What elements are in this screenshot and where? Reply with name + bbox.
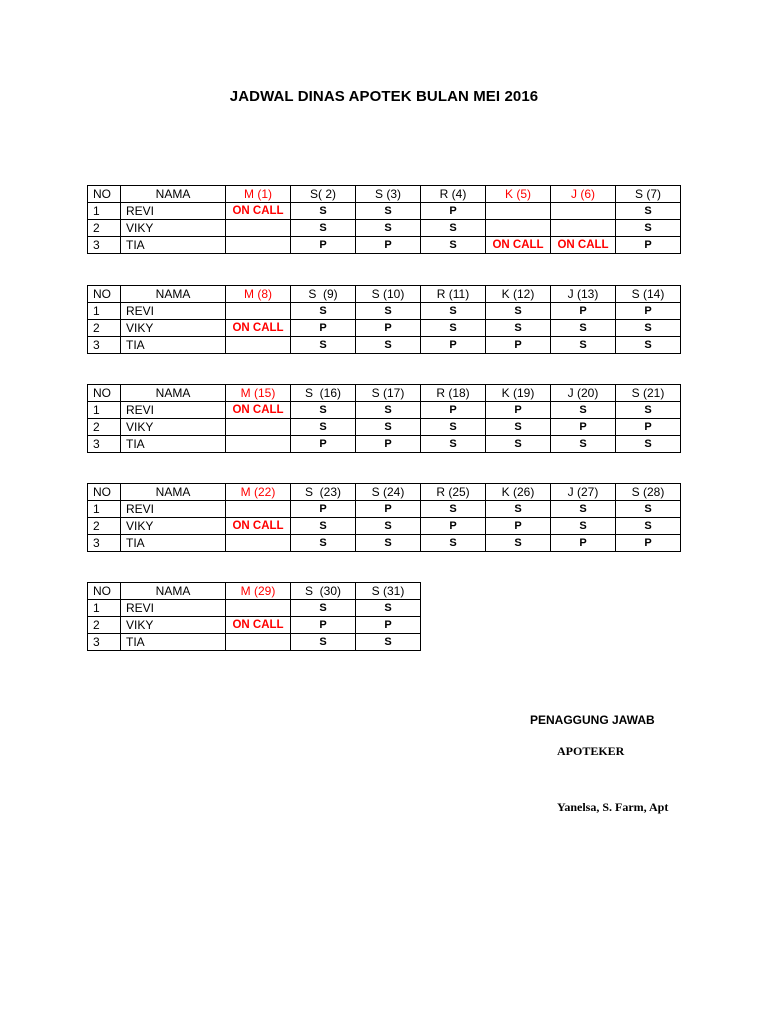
staff-name: TIA xyxy=(121,634,226,651)
header-nama: NAMA xyxy=(121,484,226,501)
page-title: JADWAL DINAS APOTEK BULAN MEI 2016 xyxy=(229,88,539,105)
shift-cell: P xyxy=(616,303,681,320)
shift-cell: S xyxy=(616,402,681,419)
shift-cell: S xyxy=(421,320,486,337)
staff-name: VIKY xyxy=(121,220,226,237)
day-header: M (22) xyxy=(226,484,291,501)
shift-cell: S xyxy=(291,303,356,320)
shift-cell: S xyxy=(356,634,421,651)
table-row xyxy=(88,617,421,634)
row-number: 2 xyxy=(88,320,121,337)
shift-cell: S xyxy=(291,203,356,220)
shift-cell: P xyxy=(356,617,421,634)
shift-cell: S xyxy=(356,303,421,320)
row-number: 2 xyxy=(88,617,121,634)
shift-cell: P xyxy=(551,535,616,552)
shift-cell: S xyxy=(356,600,421,617)
shift-cell: P xyxy=(486,402,551,419)
day-header: K (26) xyxy=(486,484,551,501)
table-row xyxy=(88,320,681,337)
shift-cell xyxy=(486,203,551,220)
row-number: 1 xyxy=(88,501,121,518)
header-nama: NAMA xyxy=(121,186,226,203)
shift-cell: P xyxy=(291,237,356,254)
shift-cell: S xyxy=(551,518,616,535)
shift-cell: S xyxy=(421,501,486,518)
shift-cell: S xyxy=(616,320,681,337)
row-number: 1 xyxy=(88,402,121,419)
shift-cell: S xyxy=(421,436,486,453)
shift-cell: P xyxy=(616,535,681,552)
shift-cell xyxy=(551,203,616,220)
shift-cell: P xyxy=(616,419,681,436)
shift-cell: S xyxy=(291,402,356,419)
table-row xyxy=(88,535,681,552)
header-no: NO xyxy=(88,286,121,303)
shift-cell xyxy=(226,419,291,436)
shift-cell xyxy=(226,436,291,453)
day-header: M (15) xyxy=(226,385,291,402)
row-number: 3 xyxy=(88,337,121,354)
header-no: NO xyxy=(88,186,121,203)
day-header: S (9) xyxy=(291,286,356,303)
on-call-cell: ON CALL xyxy=(226,518,291,535)
shift-cell xyxy=(226,501,291,518)
day-header: S( 2) xyxy=(291,186,356,203)
shift-cell: S xyxy=(356,402,421,419)
day-header: S (30) xyxy=(291,583,356,600)
staff-name: TIA xyxy=(121,436,226,453)
shift-cell: P xyxy=(356,320,421,337)
table-row xyxy=(88,436,681,453)
shift-cell: P xyxy=(356,501,421,518)
staff-name: REVI xyxy=(121,501,226,518)
header-nama: NAMA xyxy=(121,385,226,402)
day-header: S (16) xyxy=(291,385,356,402)
table-row xyxy=(88,634,421,651)
table-row xyxy=(88,220,681,237)
shift-cell: S xyxy=(356,518,421,535)
table-header-row xyxy=(88,286,681,303)
shift-cell: P xyxy=(616,237,681,254)
header-no: NO xyxy=(88,484,121,501)
shift-cell: S xyxy=(486,303,551,320)
shift-cell xyxy=(226,303,291,320)
shift-cell: S xyxy=(486,320,551,337)
shift-cell: S xyxy=(291,220,356,237)
day-header: S (28) xyxy=(616,484,681,501)
shift-cell: S xyxy=(486,419,551,436)
schedule-table-week-4 xyxy=(87,483,681,552)
table-header-row xyxy=(88,583,421,600)
shift-cell: P xyxy=(291,436,356,453)
day-header: J (13) xyxy=(551,286,616,303)
shift-cell: P xyxy=(356,436,421,453)
shift-cell: S xyxy=(616,501,681,518)
row-number: 3 xyxy=(88,436,121,453)
shift-cell: S xyxy=(356,337,421,354)
shift-cell: S xyxy=(421,419,486,436)
shift-cell: S xyxy=(356,535,421,552)
shift-cell xyxy=(226,237,291,254)
shift-cell: S xyxy=(551,402,616,419)
day-header: J (20) xyxy=(551,385,616,402)
shift-cell: S xyxy=(616,337,681,354)
shift-cell: S xyxy=(291,634,356,651)
day-header: S (31) xyxy=(356,583,421,600)
row-number: 3 xyxy=(88,237,121,254)
table-row xyxy=(88,600,421,617)
day-header: J (27) xyxy=(551,484,616,501)
table-row xyxy=(88,337,681,354)
shift-cell xyxy=(226,634,291,651)
shift-cell xyxy=(226,600,291,617)
table-row xyxy=(88,501,681,518)
on-call-cell: ON CALL xyxy=(226,320,291,337)
day-header: S (14) xyxy=(616,286,681,303)
shift-cell: S xyxy=(421,303,486,320)
shift-cell: S xyxy=(291,518,356,535)
row-number: 3 xyxy=(88,535,121,552)
table-row xyxy=(88,237,681,254)
day-header: K (5) xyxy=(486,186,551,203)
shift-cell: P xyxy=(421,337,486,354)
day-header: S (24) xyxy=(356,484,421,501)
staff-name: TIA xyxy=(121,337,226,354)
header-nama: NAMA xyxy=(121,286,226,303)
day-header: S (7) xyxy=(616,186,681,203)
signature-name: Yanelsa, S. Farm, Apt xyxy=(557,800,669,814)
day-header: R (25) xyxy=(421,484,486,501)
shift-cell: S xyxy=(421,220,486,237)
schedule-table-week-3 xyxy=(87,384,681,453)
table-row xyxy=(88,402,681,419)
shift-cell: S xyxy=(486,535,551,552)
shift-cell: S xyxy=(551,501,616,518)
shift-cell: S xyxy=(291,535,356,552)
shift-cell: S xyxy=(616,203,681,220)
staff-name: REVI xyxy=(121,600,226,617)
shift-cell: S xyxy=(291,419,356,436)
shift-cell: S xyxy=(616,220,681,237)
day-header: R (11) xyxy=(421,286,486,303)
table-header-row xyxy=(88,385,681,402)
staff-name: VIKY xyxy=(121,419,226,436)
shift-cell: S xyxy=(551,320,616,337)
day-header: M (1) xyxy=(226,186,291,203)
row-number: 1 xyxy=(88,600,121,617)
shift-cell: S xyxy=(551,337,616,354)
shift-cell xyxy=(226,337,291,354)
shift-cell: P xyxy=(551,303,616,320)
table-header-row xyxy=(88,484,681,501)
day-header: J (6) xyxy=(551,186,616,203)
table-row xyxy=(88,419,681,436)
table-row xyxy=(88,303,681,320)
staff-name: REVI xyxy=(121,203,226,220)
on-call-cell: ON CALL xyxy=(486,237,551,254)
shift-cell: S xyxy=(616,436,681,453)
day-header: S (10) xyxy=(356,286,421,303)
header-nama: NAMA xyxy=(121,583,226,600)
shift-cell: P xyxy=(486,337,551,354)
shift-cell xyxy=(551,220,616,237)
staff-name: TIA xyxy=(121,237,226,254)
shift-cell: S xyxy=(356,419,421,436)
shift-cell xyxy=(486,220,551,237)
on-call-cell: ON CALL xyxy=(551,237,616,254)
on-call-cell: ON CALL xyxy=(226,203,291,220)
staff-name: REVI xyxy=(121,402,226,419)
shift-cell xyxy=(226,535,291,552)
shift-cell: P xyxy=(291,617,356,634)
signature-title: APOTEKER xyxy=(557,744,625,758)
shift-cell: S xyxy=(356,203,421,220)
on-call-cell: ON CALL xyxy=(226,402,291,419)
row-number: 3 xyxy=(88,634,121,651)
staff-name: REVI xyxy=(121,303,226,320)
staff-name: VIKY xyxy=(121,617,226,634)
staff-name: VIKY xyxy=(121,518,226,535)
table-row xyxy=(88,203,681,220)
day-header: S (21) xyxy=(616,385,681,402)
row-number: 2 xyxy=(88,419,121,436)
shift-cell: S xyxy=(356,220,421,237)
schedule-table-week-2 xyxy=(87,285,681,354)
shift-cell: P xyxy=(551,419,616,436)
shift-cell: S xyxy=(486,436,551,453)
shift-cell: S xyxy=(616,518,681,535)
row-number: 2 xyxy=(88,518,121,535)
row-number: 2 xyxy=(88,220,121,237)
shift-cell: P xyxy=(291,320,356,337)
day-header: S (23) xyxy=(291,484,356,501)
shift-cell: S xyxy=(291,337,356,354)
shift-cell: P xyxy=(291,501,356,518)
shift-cell: P xyxy=(421,402,486,419)
day-header: M (8) xyxy=(226,286,291,303)
day-header: K (19) xyxy=(486,385,551,402)
day-header: K (12) xyxy=(486,286,551,303)
shift-cell: S xyxy=(291,600,356,617)
day-header: S (17) xyxy=(356,385,421,402)
shift-cell: P xyxy=(421,518,486,535)
table-row xyxy=(88,518,681,535)
header-no: NO xyxy=(88,583,121,600)
shift-cell xyxy=(226,220,291,237)
day-header: M (29) xyxy=(226,583,291,600)
schedule-table-week-5 xyxy=(87,582,421,651)
shift-cell: S xyxy=(421,535,486,552)
signature-role: PENAGGUNG JAWAB xyxy=(530,713,655,727)
day-header: R (18) xyxy=(421,385,486,402)
staff-name: VIKY xyxy=(121,320,226,337)
on-call-cell: ON CALL xyxy=(226,617,291,634)
shift-cell: P xyxy=(486,518,551,535)
day-header: S (3) xyxy=(356,186,421,203)
staff-name: TIA xyxy=(121,535,226,552)
shift-cell: P xyxy=(356,237,421,254)
shift-cell: P xyxy=(421,203,486,220)
shift-cell: S xyxy=(551,436,616,453)
day-header: R (4) xyxy=(421,186,486,203)
header-no: NO xyxy=(88,385,121,402)
shift-cell: S xyxy=(486,501,551,518)
shift-cell: S xyxy=(421,237,486,254)
row-number: 1 xyxy=(88,303,121,320)
table-header-row xyxy=(88,186,681,203)
row-number: 1 xyxy=(88,203,121,220)
schedule-table-week-1 xyxy=(87,185,681,254)
